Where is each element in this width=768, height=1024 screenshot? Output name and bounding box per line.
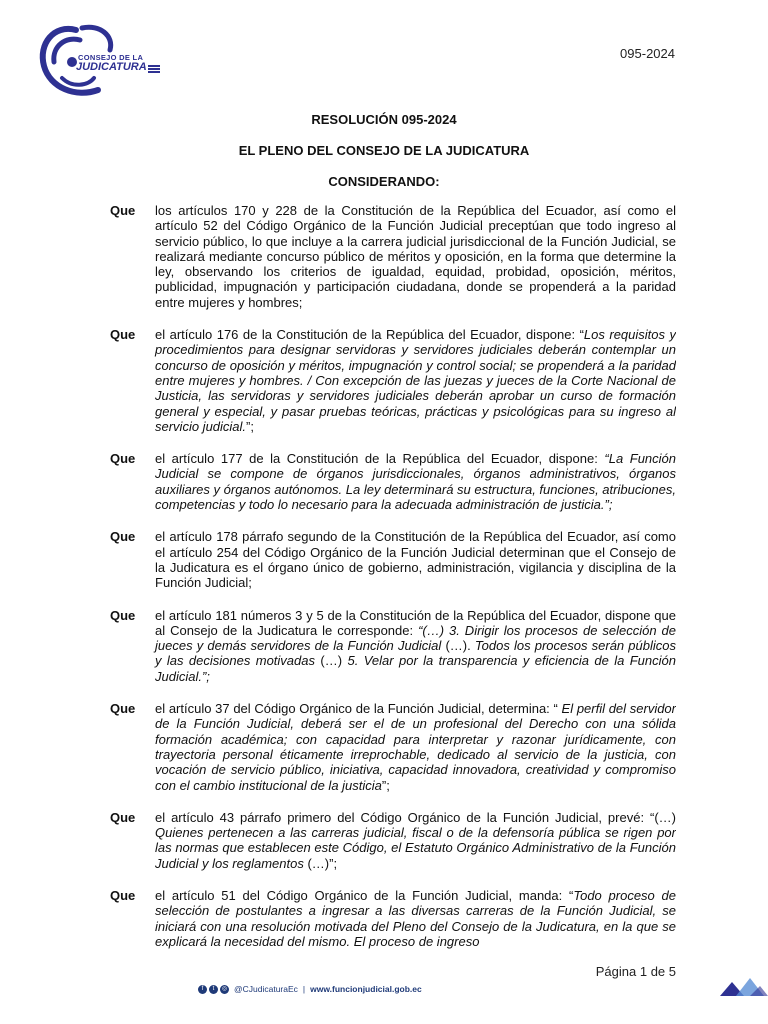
consideration-item	[110, 888, 676, 949]
issuing-body-title: EL PLENO DEL CONSEJO DE LA JUDICATURA	[238, 143, 530, 158]
consideration-text: el artículo 178 párrafo segundo de la Constitución de la República del Ecuador, así como el artículo 254 del Código Orgánico de la Función Judicial determinan que el Consejo de la Judicatura es el órgano único de gobierno, administración, vigilancia y disciplina de la Función Judicial;	[155, 529, 676, 591]
que-label: Que	[110, 607, 136, 623]
footer-bar	[198, 982, 422, 996]
que-label: Que	[110, 809, 136, 825]
quoted-text: Todos los procesos serán públicos y las decisiones motivadas	[155, 638, 676, 669]
quoted-text: 5. Velar por la transparencia y eficiencia de la Función Judicial.”;	[155, 653, 676, 684]
quoted-text: “La Función Judicial se compone de órganos jurisdiccionales, órganos administrativos, órganos auxiliares y órganos autónomos. La ley determinará su estructura, funciones, atribuciones, competencias y todo lo necesario para la adecuada administración de justicia.”;	[155, 451, 676, 513]
considering-heading: CONSIDERANDO:	[328, 174, 440, 189]
consideration-item	[110, 327, 676, 434]
quoted-text: Todo proceso de selección de postulantes a ingresar a las diversas carreras de la Función Judicial, se iniciará con una resolución motivada del Pleno del Consejo de la Judicatura, en la que se explicará la necesidad del mismo. El proceso de ingreso	[155, 887, 676, 949]
quoted-text: El perfil del servidor de la Función Judicial, deberá ser el de un profesional del Derecho con una sólida formación académica; con capacidad para interpretar y razonar jurídicamente, con trayectoria personal éticamente irreprochable, dedicado al servicio de la justicia, con vocación de servicio público, iniciativa, capacidad innovadora, creatividad y compromiso con el cambio institucional de la justicia	[155, 701, 676, 793]
que-label: Que	[110, 701, 136, 717]
document-number: 095-2024	[620, 46, 675, 61]
que-label: Que	[110, 327, 136, 343]
consideration-item	[110, 608, 676, 684]
resolution-title: RESOLUCIÓN 095-2024	[311, 112, 457, 127]
page-number: Página 1 de 5	[595, 964, 676, 979]
consideration-text: el artículo 177 de la Constitución de la República del Ecuador, dispone: “La Función Judicial se compone de órganos jurisdiccionales, órganos administrativos, órganos auxiliares y órganos autónomos. La ley determinará su estructura, funciones, atribuciones, competencias y todo lo necesario para la adecuada administración de justicia.”;	[155, 451, 676, 513]
consideration-text: el artículo 51 del Código Orgánico de la Función Judicial, manda: “Todo proceso de selección de postulantes a ingresar a las diversas carreras de la Función Judicial, se iniciará con una resolución motivada del Pleno del Consejo de la Judicatura, en la que se explicará la necesidad del mismo. El proceso de ingreso	[155, 887, 676, 949]
logo-text-line1: CONSEJO DE LA	[78, 53, 144, 62]
consideration-text: el artículo 181 números 3 y 5 de la Constitución de la República del Ecuador, dispone que al Consejo de la Judicatura le corresponde: “(…) 3. Dirigir los procesos de selección de jueces y demás servidores de la Función Judicial (…). Todos los procesos serán públicos y las decisiones motivadas (…) 5. Velar por la transparencia y eficiencia de la Función Judicial.”;	[155, 607, 676, 684]
consideration-text: el artículo 176 de la Constitución de la República del Ecuador, dispone: “Los requisitos y procedimientos para designar servidoras y servidores judiciales deberán contemplar un concurso de oposición y méritos, impugnación y control social; se propenderá a la paridad entre mujeres y hombres. / Con excepción de las juezas y jueces de la Corte Nacional de Justicia, las servidoras y servidores judiciales deberán aprobar un curso de formación general y especial, y pasar pruebas teóricas, prácticas y psicológicas para su ingreso al servicio judicial.”;	[155, 327, 676, 434]
consideration-item	[110, 203, 676, 310]
quoted-text: Quienes pertenecen a las carreras judicial, fiscal o de la defensoría pública se rigen por las normas que establecen este Código, el Estatuto Orgánico Administrativo de la Función Judicial y los reglamentos	[155, 825, 676, 871]
quoted-text: Los requisitos y procedimientos para designar servidoras y servidores judiciales deberán contemplar un concurso de oposición y méritos, impugnación y control social; se propenderá a la paridad entre mujeres y hombres. / Con excepción de las juezas y jueces de la Corte Nacional de Justicia, las servidoras y servidores judiciales deberán aprobar un curso de formación general y especial, y pasar pruebas teóricas, prácticas y psicológicas para su ingreso al servicio judicial.	[155, 327, 676, 434]
consideration-item	[110, 451, 676, 512]
quoted-text: “(…) 3. Dirigir los procesos de selección de jueces y demás servidores de la Función Judicial	[155, 622, 676, 654]
footer-decoration-icon	[720, 978, 768, 996]
considerations-body	[110, 203, 676, 958]
consideration-text: el artículo 37 del Código Orgánico de la Función Judicial, determina: “ El perfil del servidor de la Función Judicial, deberá ser el de un profesional del Derecho con una sólida formación académica; con capacidad para interpretar y razonar jurídicamente, con trayectoria personal éticamente irreprochable, dedicado al servicio de la justicia, con vocación de servicio público, iniciativa, capacidad innovadora, creatividad y compromiso con el cambio institucional de la justicia”;	[155, 701, 676, 793]
que-label: Que	[110, 887, 136, 903]
consideration-item	[110, 529, 676, 590]
consideration-text: los artículos 170 y 228 de la Constitución de la República del Ecuador, así como el artículo 52 del Código Orgánico de la Función Judicial preceptúan que todo ingreso al servicio público, lo que incluye a la carrera judicial jurisdiccional de la Función Judicial, se realizará mediante concurso público de méritos y oposición, en la forma que determine la ley, observando los criterios de igualdad, equidad, probidad, oposición, méritos, publicidad, impugnación y participación ciudadana, donde se propenderá a la paridad entre mujeres y hombres;	[155, 203, 676, 310]
consideration-text: el artículo 43 párrafo primero del Código Orgánico de la Función Judicial, prevé: “(…) Quienes pertenecen a las carreras judicial, fiscal o de la defensoría pública se rigen por las normas que establecen este Código, el Estatuto Orgánico Administrativo de la Función Judicial y los reglamentos (…)”;	[155, 809, 676, 871]
que-label: Que	[110, 203, 136, 218]
que-label: Que	[110, 451, 136, 467]
footer-separator: |	[302, 984, 306, 994]
twitter-icon[interactable]: t	[209, 985, 218, 994]
consideration-item	[110, 810, 676, 871]
consejo-judicatura-logo	[36, 22, 166, 100]
instagram-icon[interactable]: ◎	[221, 985, 228, 992]
logo-text-line2: JUDICATURA	[76, 61, 147, 73]
website-link[interactable]: www.funcionjudicial.gob.ec	[310, 984, 422, 994]
logo-flag-icon	[148, 65, 160, 74]
que-label: Que	[110, 529, 136, 545]
social-handle[interactable]: @CJudicaturaEc	[234, 984, 298, 994]
facebook-icon[interactable]: f	[198, 985, 207, 994]
consideration-item	[110, 701, 676, 793]
